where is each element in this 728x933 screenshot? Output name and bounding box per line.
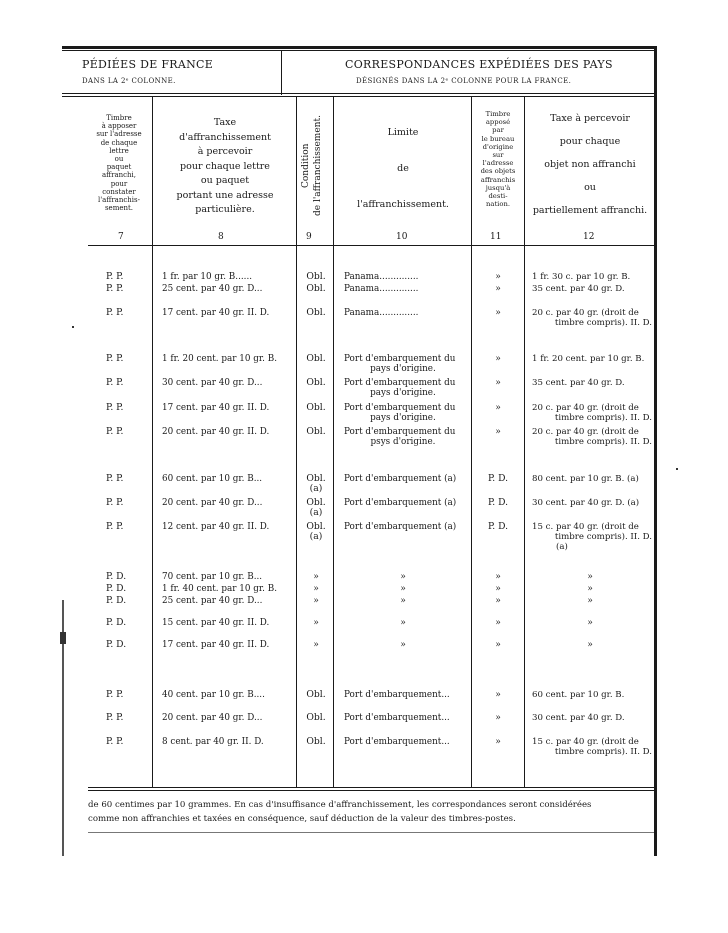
tax-cell: 25 cent. par 40 gr. D... — [162, 596, 263, 606]
col-rule-9-10 — [333, 97, 334, 787]
origin-stamp-cell: » — [495, 583, 501, 594]
right-subtitle: DÉSIGNÉS DANS LA 2ᵉ COLONNE POUR LA FRANCE. — [356, 77, 572, 85]
binding-mark — [72, 326, 74, 328]
origin-stamp-cell: » — [495, 283, 501, 294]
left-subtitle: DANS LA 2ᵉ COLONNE. — [82, 77, 176, 85]
tax-cell: 20 cent. par 40 gr. D... — [162, 498, 263, 508]
unpaid-tax-cell: 20 c. par 40 gr. (droit de — [532, 403, 639, 413]
origin-stamp-cell: » — [495, 639, 501, 650]
unpaid-tax-cell: 80 cent. par 10 gr. B. (a) — [532, 474, 639, 484]
unpaid-tax-cell-cont: timbre compris). II. D. — [554, 532, 652, 542]
origin-stamp-cell: » — [495, 595, 501, 606]
right-title: CORRESPONDANCES EXPÉDIÉES DES PAYS — [345, 58, 613, 71]
stamp-cell: P. P. — [106, 689, 124, 700]
condition-cell: » — [313, 571, 319, 582]
unpaid-tax-cell: 15 c. par 40 gr. (droit de — [532, 522, 639, 532]
origin-stamp-cell: P. D. — [487, 497, 509, 508]
unpaid-tax-cell: 35 cent. par 40 gr. D. — [532, 284, 625, 294]
origin-stamp-cell: » — [495, 736, 501, 747]
limit-cell: Port d'embarquement... — [344, 690, 450, 700]
footer-line-1: de 60 centimes par 10 grammes. En cas d'insuffisance d'affranchissement, les correspondances seront considérées — [88, 800, 592, 810]
col-num-9: 9 — [306, 232, 312, 242]
header-divider — [281, 51, 282, 95]
origin-stamp-cell: » — [495, 617, 501, 628]
col-header-8: Taxe d'affranchissement à percevoir pour chaque lettre ou paquet portant une adresse particulière. — [176, 117, 274, 215]
unpaid-tax-cell: » — [587, 571, 593, 582]
stamp-cell: P. P. — [106, 497, 124, 508]
stamp-cell: P. D. — [106, 617, 127, 628]
condition-cell: Obl. — [306, 473, 326, 484]
col-header-7: Timbre à apposer sur l'adresse de chaque lettre ou paquet affranchi, pour constater l'affranchis- sement. — [96, 114, 142, 213]
condition-note: (a) — [309, 507, 323, 518]
condition-cell: Obl. — [306, 307, 326, 318]
limit-cell: Panama.............. — [344, 272, 419, 282]
condition-cell: Obl. — [306, 353, 326, 364]
header-bottom-rule — [62, 93, 656, 94]
tax-cell: 12 cent. par 40 gr. II. D. — [162, 522, 270, 532]
unpaid-tax-cell: 30 cent. par 40 gr. D. (a) — [532, 498, 640, 508]
condition-cell: Obl. — [306, 689, 326, 700]
limit-cell: Port d'embarquement du — [344, 403, 456, 413]
stamp-cell: P. D. — [106, 639, 127, 650]
unpaid-tax-cell: 20 c. par 40 gr. (droit de — [532, 427, 639, 437]
col-num-10: 10 — [396, 232, 408, 242]
tax-cell: 1 fr. 20 cent. par 10 gr. B. — [162, 354, 277, 364]
unpaid-tax-cell-cont: timbre compris). II. D. — [554, 437, 652, 447]
origin-stamp-cell: P. D. — [487, 521, 509, 532]
origin-stamp-cell: P. D. — [487, 473, 509, 484]
condition-cell: Obl. — [306, 736, 326, 747]
origin-stamp-cell: » — [495, 271, 501, 282]
condition-cell: Obl. — [306, 712, 326, 723]
stamp-cell: P. D. — [106, 595, 127, 606]
limit-cell-cont: pays d'origine. — [370, 364, 436, 374]
unpaid-tax-cell: » — [587, 617, 593, 628]
unpaid-tax-cell: 30 cent. par 40 gr. D. — [532, 713, 625, 723]
limit-cell: Port d'embarquement du — [344, 378, 456, 388]
tax-cell: 70 cent. par 10 gr. B... — [162, 572, 263, 582]
limit-cell-cont: pays d'origine. — [370, 388, 436, 398]
unpaid-tax-note: (a) — [556, 542, 568, 552]
unpaid-tax-cell: 15 c. par 40 gr. (droit de — [532, 737, 639, 747]
col-rule-8-9 — [296, 97, 297, 787]
unpaid-tax-cell: » — [587, 639, 593, 650]
origin-stamp-cell: » — [495, 712, 501, 723]
table-bottom-rule-2 — [88, 790, 654, 791]
footer-rule — [88, 832, 654, 833]
unpaid-tax-cell: 35 cent. par 40 gr. D. — [532, 378, 625, 388]
col-num-11: 11 — [490, 232, 502, 242]
col-num-12: 12 — [583, 232, 595, 242]
limit-cell: Port d'embarquement (a) — [344, 474, 457, 484]
stamp-cell: P. P. — [106, 353, 124, 364]
limit-cell-cont: pays d'origine. — [370, 413, 436, 423]
table-bottom-rule — [88, 787, 654, 788]
limit-cell: » — [400, 571, 406, 582]
condition-cell: » — [313, 595, 319, 606]
origin-stamp-cell: » — [495, 426, 501, 437]
stamp-cell: P. P. — [106, 307, 124, 318]
limit-cell: Port d'embarquement (a) — [344, 522, 457, 532]
tax-cell: 40 cent. par 10 gr. B.... — [162, 690, 265, 700]
limit-cell-cont: psys d'origine. — [370, 437, 436, 447]
stamp-cell: P. P. — [106, 377, 124, 388]
unpaid-tax-cell: » — [587, 583, 593, 594]
condition-cell: Obl. — [306, 377, 326, 388]
stamp-cell: P. P. — [106, 521, 124, 532]
condition-note: (a) — [309, 483, 323, 494]
stamp-cell: P. P. — [106, 473, 124, 484]
tax-cell: 30 cent. par 40 gr. D... — [162, 378, 263, 388]
unpaid-tax-cell: 20 c. par 40 gr. (droit de — [532, 308, 639, 318]
stamp-cell: P. D. — [106, 571, 127, 582]
limit-cell: Panama.............. — [344, 308, 419, 318]
tax-cell: 20 cent. par 40 gr. II. D. — [162, 427, 270, 437]
col-header-12: Taxe à percevoir pour chaque objet non affranchi ou partiellement affranchi. — [532, 113, 648, 216]
binding-mark — [60, 632, 66, 644]
condition-cell: Obl. — [306, 283, 326, 294]
column-number-rule — [88, 245, 654, 246]
origin-stamp-cell: » — [495, 571, 501, 582]
unpaid-tax-cell: 1 fr. 30 c. par 10 gr. B. — [532, 272, 631, 282]
top-rule — [62, 46, 656, 49]
unpaid-tax-cell: 60 cent. par 10 gr. B. — [532, 690, 625, 700]
limit-cell: Port d'embarquement du — [344, 354, 456, 364]
limit-cell: Port d'embarquement... — [344, 737, 450, 747]
tax-cell: 8 cent. par 40 gr. II. D. — [162, 737, 264, 747]
unpaid-tax-cell-cont: timbre compris). II. D. — [554, 747, 652, 757]
stamp-cell: P. P. — [106, 712, 124, 723]
col-header-9: Condition de l'affranchissement. — [301, 115, 323, 217]
limit-cell: » — [400, 583, 406, 594]
condition-cell: Obl. — [306, 271, 326, 282]
condition-cell: » — [313, 583, 319, 594]
stamp-cell: P. P. — [106, 271, 124, 282]
origin-stamp-cell: » — [495, 377, 501, 388]
condition-cell: » — [313, 617, 319, 628]
col-header-10: Limite de l'affranchissement. — [357, 127, 449, 210]
stamp-cell: P. P. — [106, 402, 124, 413]
footer-line-2: comme non affranchies et taxées en conséquence, sauf déduction de la valeur des timbres-postes. — [88, 814, 516, 824]
tax-cell: 17 cent. par 40 gr. II. D. — [162, 403, 270, 413]
tax-cell: 1 fr. 40 cent. par 10 gr. B. — [162, 584, 277, 594]
origin-stamp-cell: » — [495, 353, 501, 364]
unpaid-tax-cell-cont: timbre compris). II. D. — [554, 318, 652, 328]
limit-cell: Port d'embarquement (a) — [344, 498, 457, 508]
tax-cell: 17 cent. par 40 gr. II. D. — [162, 640, 270, 650]
stamp-cell: P. P. — [106, 736, 124, 747]
unpaid-tax-cell: 1 fr. 20 cent. par 10 gr. B. — [532, 354, 645, 364]
tax-cell: 1 fr. par 10 gr. B...... — [162, 272, 253, 282]
limit-cell: Port d'embarquement... — [344, 713, 450, 723]
condition-note: (a) — [309, 531, 323, 542]
limit-cell: » — [400, 639, 406, 650]
tax-cell: 15 cent. par 40 gr. II. D. — [162, 618, 270, 628]
origin-stamp-cell: » — [495, 689, 501, 700]
limit-cell: Port d'embarquement du — [344, 427, 456, 437]
tax-cell: 17 cent. par 40 gr. II. D. — [162, 308, 270, 318]
condition-cell: Obl. — [306, 521, 326, 532]
col-header-11: Timbre apposé par le bureau d'origine sur l'adresse des objets affranchis jusqu'à desti- nation. — [480, 110, 516, 209]
condition-cell: » — [313, 639, 319, 650]
tax-cell: 25 cent. par 40 gr. D... — [162, 284, 263, 294]
limit-cell: » — [400, 617, 406, 628]
stamp-cell: P. P. — [106, 426, 124, 437]
col-num-8: 8 — [218, 232, 224, 242]
origin-stamp-cell: » — [495, 402, 501, 413]
unpaid-tax-cell-cont: timbre compris). II. D. — [554, 413, 652, 423]
condition-cell: Obl. — [306, 402, 326, 413]
col-num-7: 7 — [118, 232, 124, 242]
condition-cell: Obl. — [306, 497, 326, 508]
stamp-cell: P. P. — [106, 283, 124, 294]
right-border — [654, 46, 657, 856]
limit-cell: » — [400, 595, 406, 606]
origin-stamp-cell: » — [495, 307, 501, 318]
limit-cell: Panama.............. — [344, 284, 419, 294]
stamp-cell: P. D. — [106, 583, 127, 594]
binding-mark — [676, 468, 678, 470]
unpaid-tax-cell: » — [587, 595, 593, 606]
left-title: PÉDIÉES DE FRANCE — [82, 58, 214, 71]
condition-cell: Obl. — [306, 426, 326, 437]
tax-cell: 60 cent. par 10 gr. B... — [162, 474, 263, 484]
tax-cell: 20 cent. par 40 gr. D... — [162, 713, 263, 723]
top-rule-thin — [62, 50, 656, 51]
col-rule-11-12 — [524, 97, 525, 787]
